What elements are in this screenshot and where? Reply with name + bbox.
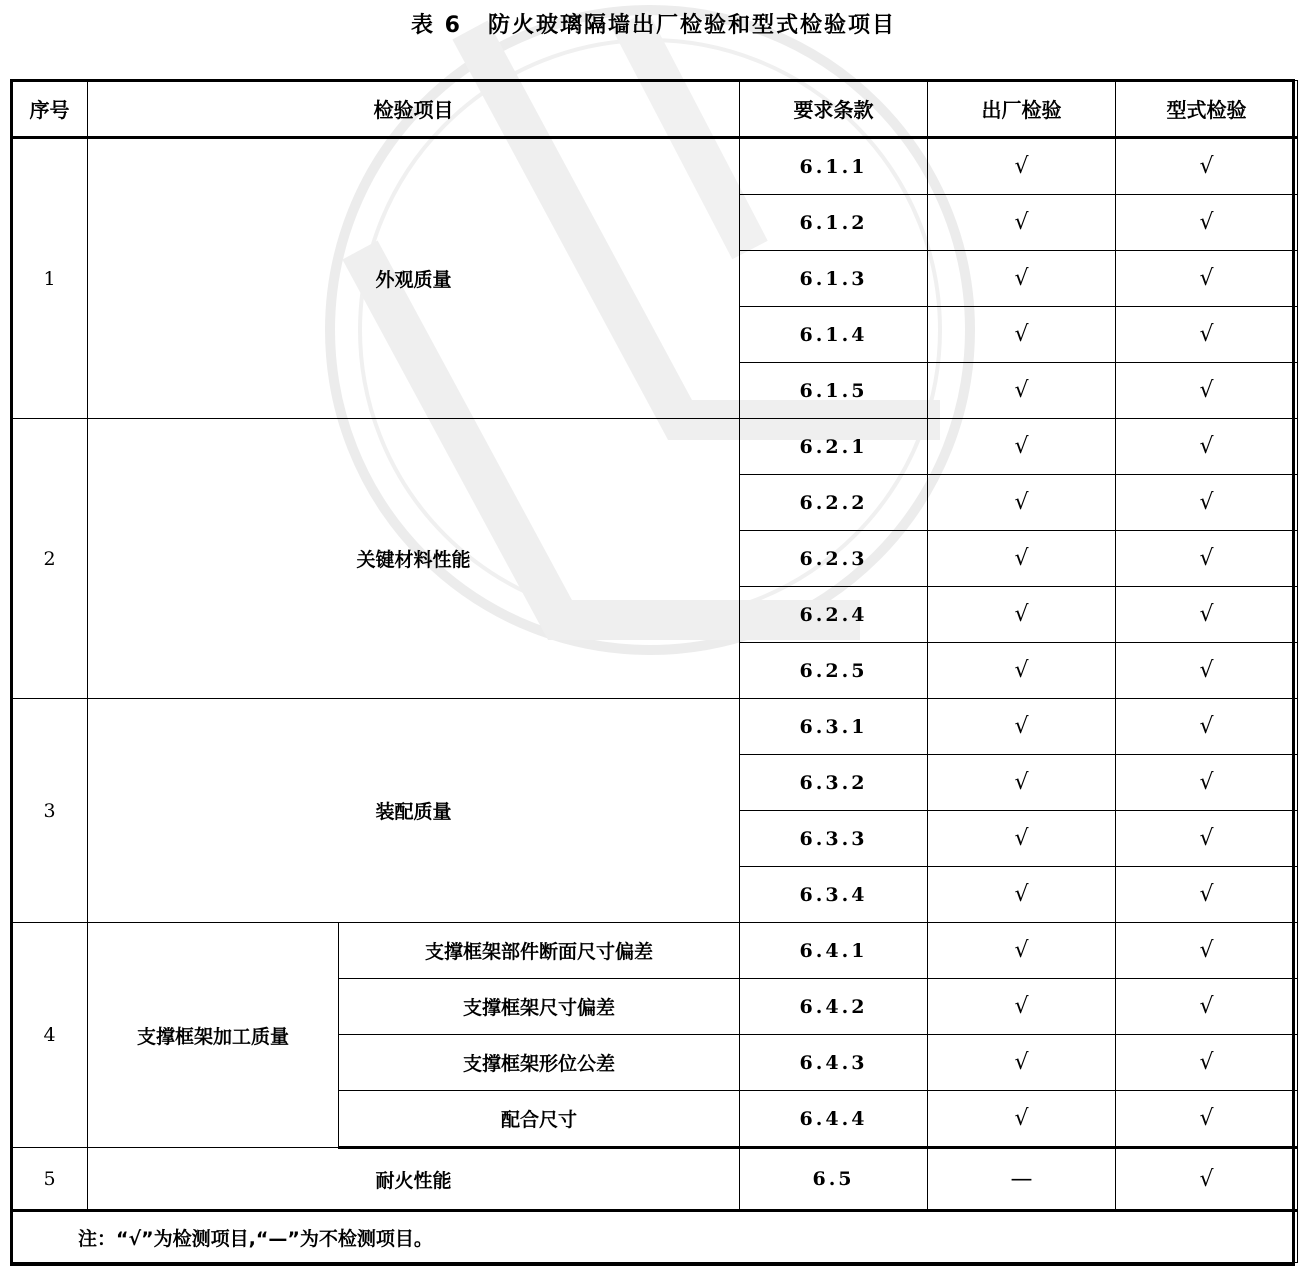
table-row bbox=[12, 1148, 1298, 1211]
subitem-cell: 支撑框架形位公差 bbox=[339, 1035, 740, 1091]
table-title bbox=[0, 8, 1307, 39]
item-cell: 外观质量 bbox=[88, 138, 740, 419]
clause-cell: 6.2.4 bbox=[740, 587, 928, 643]
clause-cell: 6.3.3 bbox=[740, 811, 928, 867]
item-cell: 装配质量 bbox=[88, 699, 740, 923]
header-clause: 要求条款 bbox=[740, 81, 928, 138]
table-header-row bbox=[12, 81, 1298, 138]
type-check-icon: √ bbox=[1116, 1148, 1298, 1211]
clause-cell: 6.3.2 bbox=[740, 755, 928, 811]
type-check-icon: √ bbox=[1116, 643, 1298, 699]
factory-check-icon: √ bbox=[928, 307, 1116, 363]
clause-cell: 6.4.1 bbox=[740, 923, 928, 979]
type-check-icon: √ bbox=[1116, 307, 1298, 363]
table-number: 表 6 bbox=[411, 13, 462, 38]
seq-cell: 1 bbox=[12, 138, 88, 419]
type-check-icon: √ bbox=[1116, 251, 1298, 307]
seq-cell: 5 bbox=[12, 1148, 88, 1211]
item-cell: 支撑框架加工质量 bbox=[88, 923, 339, 1148]
header-seq: 序号 bbox=[12, 81, 88, 138]
subitem-cell: 支撑框架尺寸偏差 bbox=[339, 979, 740, 1035]
factory-check-icon: √ bbox=[928, 1091, 1116, 1148]
table-note-row bbox=[12, 1211, 1298, 1263]
type-check-icon: √ bbox=[1116, 755, 1298, 811]
factory-check-icon: √ bbox=[928, 979, 1116, 1035]
clause-cell: 6.2.1 bbox=[740, 419, 928, 475]
factory-check-icon: √ bbox=[928, 138, 1116, 195]
factory-check-icon: √ bbox=[928, 419, 1116, 475]
clause-cell: 6.1.2 bbox=[740, 195, 928, 251]
clause-cell: 6.2.3 bbox=[740, 531, 928, 587]
factory-check-icon: √ bbox=[928, 755, 1116, 811]
type-check-icon: √ bbox=[1116, 923, 1298, 979]
factory-check-icon: √ bbox=[928, 867, 1116, 923]
clause-cell: 6.2.5 bbox=[740, 643, 928, 699]
item-cell: 关键材料性能 bbox=[88, 419, 740, 699]
seq-cell: 4 bbox=[12, 923, 88, 1148]
item-cell: 耐火性能 bbox=[88, 1148, 740, 1211]
factory-check-icon: √ bbox=[928, 531, 1116, 587]
clause-cell: 6.2.2 bbox=[740, 475, 928, 531]
table-row bbox=[12, 419, 1298, 475]
type-check-icon: √ bbox=[1116, 1035, 1298, 1091]
clause-cell: 6.1.4 bbox=[740, 307, 928, 363]
type-check-icon: √ bbox=[1116, 138, 1298, 195]
factory-check-icon: √ bbox=[928, 923, 1116, 979]
type-check-icon: √ bbox=[1116, 1091, 1298, 1148]
factory-check-icon: √ bbox=[928, 811, 1116, 867]
type-check-icon: √ bbox=[1116, 867, 1298, 923]
factory-dash-icon: — bbox=[928, 1148, 1116, 1211]
subitem-cell: 支撑框架部件断面尺寸偏差 bbox=[339, 923, 740, 979]
clause-cell: 6.4.3 bbox=[740, 1035, 928, 1091]
factory-check-icon: √ bbox=[928, 251, 1116, 307]
seq-cell: 3 bbox=[12, 699, 88, 923]
factory-check-icon: √ bbox=[928, 587, 1116, 643]
clause-cell: 6.4.2 bbox=[740, 979, 928, 1035]
table-caption: 防火玻璃隔墙出厂检验和型式检验项目 bbox=[487, 13, 896, 38]
header-type-inspection: 型式检验 bbox=[1116, 81, 1298, 138]
table-row bbox=[12, 923, 1298, 979]
table-row bbox=[12, 699, 1298, 755]
factory-check-icon: √ bbox=[928, 363, 1116, 419]
clause-cell: 6.3.4 bbox=[740, 867, 928, 923]
seq-cell: 2 bbox=[12, 419, 88, 699]
factory-check-icon: √ bbox=[928, 1035, 1116, 1091]
table-note: 注：“√”为检测项目,“—”为不检测项目。 bbox=[12, 1211, 1298, 1263]
header-factory-inspection: 出厂检验 bbox=[928, 81, 1116, 138]
factory-check-icon: √ bbox=[928, 643, 1116, 699]
table-row bbox=[12, 138, 1298, 195]
type-check-icon: √ bbox=[1116, 363, 1298, 419]
type-check-icon: √ bbox=[1116, 811, 1298, 867]
type-check-icon: √ bbox=[1116, 587, 1298, 643]
type-check-icon: √ bbox=[1116, 699, 1298, 755]
type-check-icon: √ bbox=[1116, 419, 1298, 475]
clause-cell: 6.5 bbox=[740, 1148, 928, 1211]
type-check-icon: √ bbox=[1116, 531, 1298, 587]
inspection-items-table bbox=[11, 80, 1298, 1263]
subitem-cell: 配合尺寸 bbox=[339, 1091, 740, 1148]
factory-check-icon: √ bbox=[928, 195, 1116, 251]
clause-cell: 6.1.3 bbox=[740, 251, 928, 307]
type-check-icon: √ bbox=[1116, 195, 1298, 251]
type-check-icon: √ bbox=[1116, 979, 1298, 1035]
factory-check-icon: √ bbox=[928, 699, 1116, 755]
factory-check-icon: √ bbox=[928, 475, 1116, 531]
clause-cell: 6.3.1 bbox=[740, 699, 928, 755]
clause-cell: 6.1.5 bbox=[740, 363, 928, 419]
clause-cell: 6.4.4 bbox=[740, 1091, 928, 1148]
clause-cell: 6.1.1 bbox=[740, 138, 928, 195]
type-check-icon: √ bbox=[1116, 475, 1298, 531]
header-item: 检验项目 bbox=[88, 81, 740, 138]
